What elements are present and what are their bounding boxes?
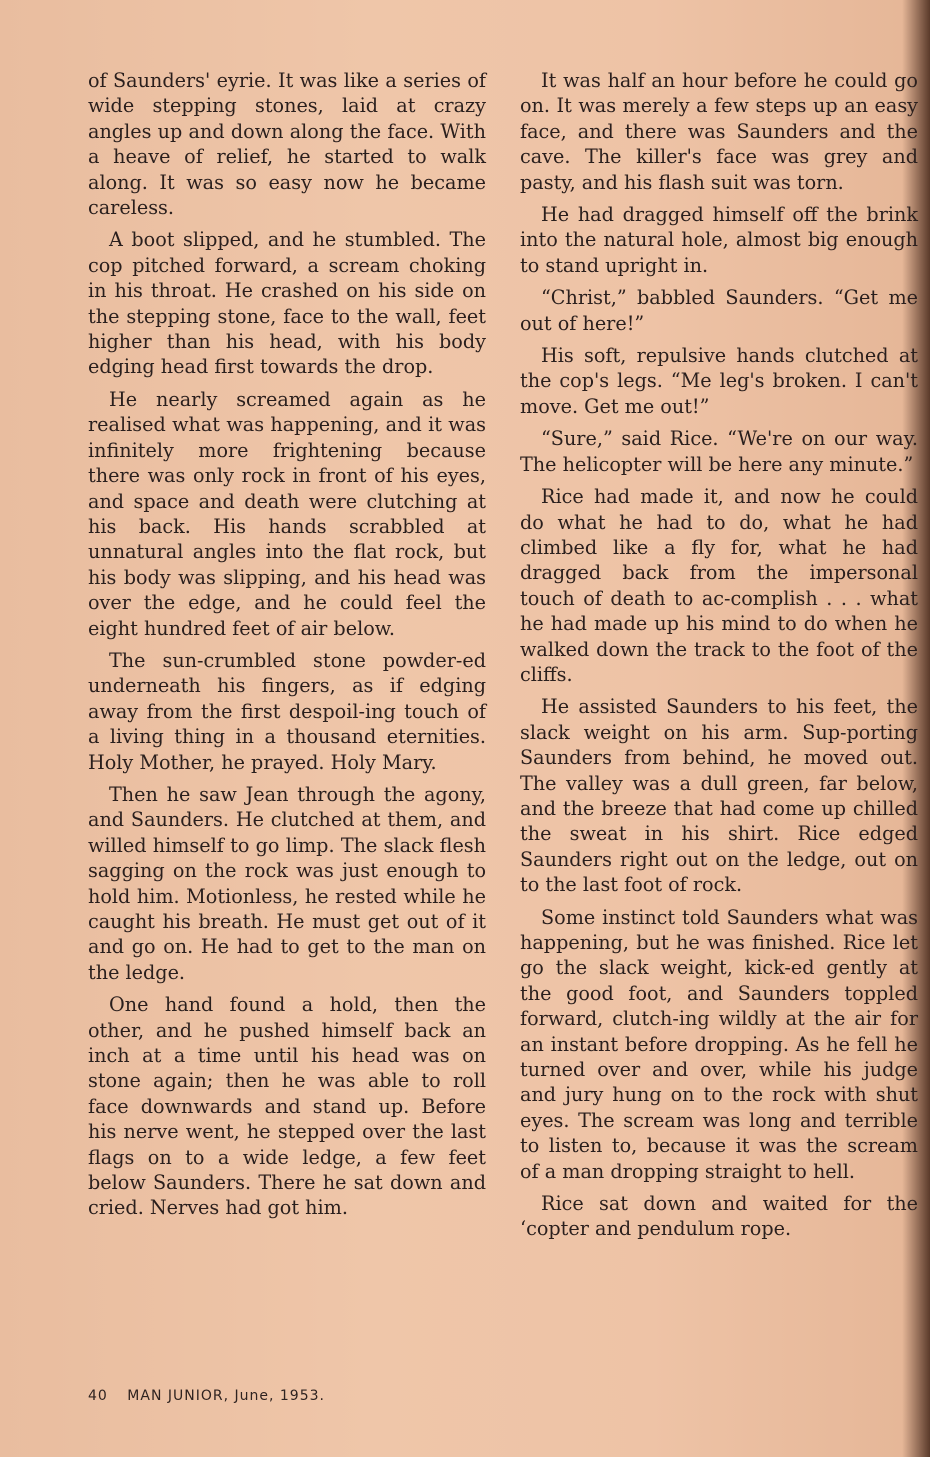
paragraph: of Saunders' eyrie. It was like a series of wide stepping stones, laid at crazy angles up and down along the face. With a heave of relief, he started to walk along. It was so easy now he became careless. [88,69,486,220]
left-column [88,68,486,1228]
paragraph: He had dragged himself off the brink into the natural hole, almost big enough to stand upright in. [520,203,918,277]
page-number: 40 [88,1388,108,1404]
paragraph: He assisted Saunders to his feet, the slack weight on his arm. Sup-porting Saunders from behind, he moved out. The valley was a dull green, far below, and the breeze that had come up chilled the sweat in his shirt. Rice edged Saunders right out on the ledge, out on to the last foot of rock. [520,695,918,897]
paragraph: He nearly screamed again as he realised what was happening, and it was infinitely more frightening because there was only rock in front of his eyes, and space and death were clutching at his back. His hands scrabbled at unnatural angles into the flat rock, but his body was slipping, and his head was over the edge, and he could feel the eight hundred feet of air below. [88,387,486,640]
paragraph: Rice sat down and waited for the ‘copter and pendulum rope. [520,1192,918,1241]
paragraph: A boot slipped, and he stumbled. The cop pitched forward, a scream choking in his throat. He crashed on his side on the stepping stone, face to the wall, feet higher than his head, with his body edging head first towards the drop. [88,228,486,379]
paragraph: The sun-crumbled stone powder-ed underneath his fingers, as if edging away from the first despoil-ing touch of a living thing in a thousand eternities. Holy Mother, he prayed. Holy Mary. [88,648,486,774]
paragraph: Then he saw Jean through the agony, and Saunders. He clutched at them, and willed himself to go limp. The slack flesh sagging on the rock was just enough to hold him. Motionless, he rested while he caught his breath. He must get out of it and go on. He had to get to the man on the ledge. [88,782,486,984]
paragraph: It was half an hour before he could go on. It was merely a few steps up an easy face, and there was Saunders and the cave. The killer's face was grey and pasty, and his flash suit was torn. [520,69,918,194]
paragraph: Rice had made it, and now he could do what he had to do, what he had climbed like a fly for, what he had dragged back from the impersonal touch of death to ac-complish . . . what he had made up his mind to do when he walked down the track to the foot of the cliffs. [520,485,918,686]
page-footer [88,1388,339,1404]
magazine-credit: MAN JUNIOR, June, 1953. [127,1388,325,1404]
paragraph: “Sure,” said Rice. “We're on our way. The helicopter will be here any minute.” [520,427,918,476]
paragraph: “Christ,” babbled Saunders. “Get me out of here!” [520,286,918,335]
paragraph: His soft, repulsive hands clutched at the cop's legs. “Me leg's broken. I can't move. Get me out!” [520,344,918,418]
paragraph: One hand found a hold, then the other, and he pushed himself back an inch at a time until his head was on stone again; then he was able to roll face downwards and stand up. Before his nerve went, he stepped over the last flags on to a wide ledge, a few feet below Saunders. There he sat down and cried. Nerves had got him. [88,993,486,1220]
paragraph: Some instinct told Saunders what was happening, but he was finished. Rice let go the slack weight, kick-ed gently at the good foot, and Saunders toppled forward, clutch-ing wildly at the air for an instant before dropping. As he fell he turned over and over, while his judge and jury hung on to the rock with shut eyes. The scream was long and terrible to listen to, because it was the scream of a man dropping straight to hell. [520,905,918,1183]
right-column [520,68,918,1249]
